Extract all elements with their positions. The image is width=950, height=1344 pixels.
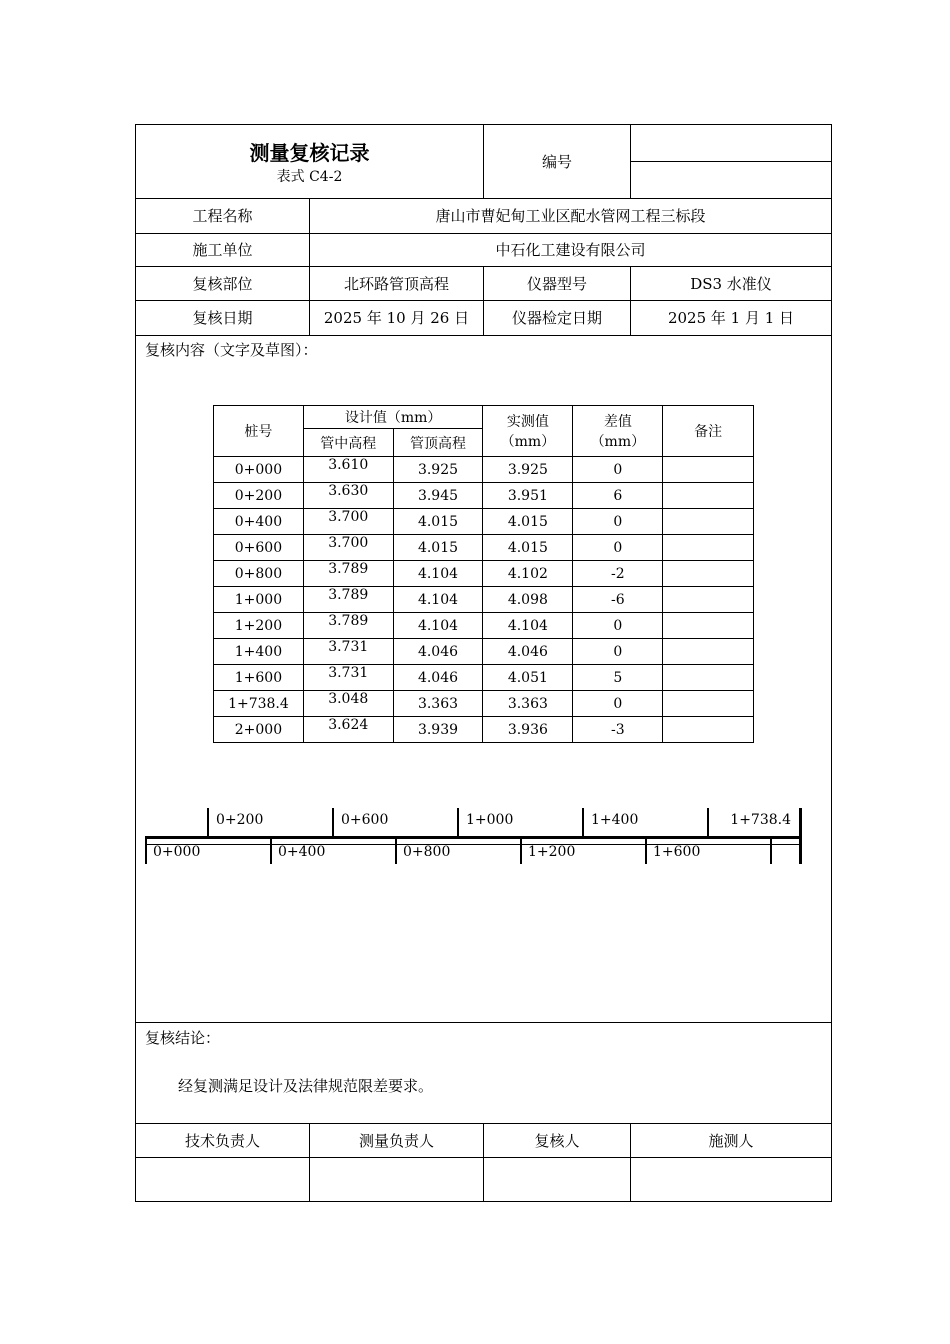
station-cell: 0+600 [214,535,304,561]
sketch-tick [332,808,334,839]
diff-header: 差值（mm） [573,406,663,457]
diff-cell: 0 [573,639,663,665]
station-cell: 0+400 [214,509,304,535]
pipe-center-cell: 3.048 [303,691,393,717]
measured-cell: 3.363 [483,691,573,717]
measured-cell: 3.936 [483,717,573,743]
sketch-tick [645,836,647,864]
content-label: 复核内容（文字及草图）： [145,341,318,359]
pipe-center-cell: 3.624 [303,717,393,743]
calib-label: 仪器检定日期 [511,309,602,327]
remark-cell [663,691,754,717]
diff-cell: -3 [573,717,663,743]
table-row [214,691,754,717]
table-row [214,535,754,561]
pipe-top-cell: 3.945 [393,483,483,509]
station-header: 桩号 [214,406,304,457]
page-title: 测量复核记录 [249,141,370,165]
pipe-center-cell: 3.630 [303,483,393,509]
table-row [214,613,754,639]
number-label: 编号 [541,152,572,171]
pipe-center-cell: 3.731 [303,665,393,691]
number-field-1[interactable] [631,125,831,161]
pipe-top-cell: 4.104 [393,587,483,613]
date-label: 复核日期 [192,309,253,327]
table-row [214,639,754,665]
instrument-value: DS3 水准仪 [690,274,772,293]
measured-cell: 3.951 [483,483,573,509]
sketch-tick [145,836,147,864]
station-cell: 1+000 [214,587,304,613]
sketch-bottom-label: 0+400 [278,844,326,860]
h-line [135,1022,832,1023]
diff-cell: -2 [573,561,663,587]
checker-label: 复核人 [534,1131,580,1150]
pipe-center-cell: 3.789 [303,561,393,587]
sketch-tick [770,836,772,864]
sketch-axis [145,836,801,839]
sketch-tick [520,836,522,864]
remark-header: 备注 [663,406,754,457]
instrument-label: 仪器型号 [526,274,587,293]
pipe-center-cell: 3.700 [303,535,393,561]
sketch-tick [582,808,584,839]
diff-cell: 0 [573,535,663,561]
survey-lead-signature[interactable] [310,1158,483,1201]
operator-label: 施测人 [708,1131,754,1150]
conclusion-label: 复核结论： [145,1029,221,1047]
sketch-top-label: 0+600 [341,812,389,828]
diff-cell: -6 [573,587,663,613]
remark-cell [663,665,754,691]
diff-cell: 6 [573,483,663,509]
pipe-top-cell: 4.015 [393,509,483,535]
remark-cell [663,639,754,665]
sketch-bottom-label: 0+800 [403,844,451,860]
number-field-2[interactable] [631,162,831,198]
remark-cell [663,613,754,639]
diff-cell: 0 [573,613,663,639]
tech-lead-signature[interactable] [136,1158,309,1201]
design-header: 设计值（mm） [303,406,483,429]
measured-cell: 3.925 [483,457,573,483]
table-row [214,587,754,613]
project-label: 工程名称 [192,207,253,225]
pipe-center-cell: 3.789 [303,613,393,639]
date-value: 2025 年 10 月 26 日 [323,309,470,327]
pipe-center-cell: 3.731 [303,639,393,665]
station-cell: 1+600 [214,665,304,691]
pipe-center-cell: 3.700 [303,509,393,535]
diff-cell: 0 [573,509,663,535]
sketch-bottom-label: 0+000 [153,844,201,860]
sketch-top-label: 1+000 [466,812,514,828]
conclusion-text: 经复测满足设计及法律规范限差要求。 [178,1077,434,1095]
unit-label: 施工单位 [192,241,253,259]
pipe-center-header: 管中高程 [303,429,393,457]
diff-cell: 5 [573,665,663,691]
table-row [214,561,754,587]
sketch-tick [270,836,272,864]
pipe-top-cell: 4.046 [393,665,483,691]
remark-cell [663,483,754,509]
measured-cell: 4.098 [483,587,573,613]
remark-cell [663,561,754,587]
title-block [136,125,483,198]
diff-cell: 0 [573,691,663,717]
station-cell: 0+800 [214,561,304,587]
table-row [214,483,754,509]
pipe-top-cell: 4.104 [393,613,483,639]
form-code: 表式 C4-2 [276,169,343,185]
pipe-top-cell: 4.046 [393,639,483,665]
pipe-top-cell: 4.015 [393,535,483,561]
pipe-top-header: 管顶高程 [393,429,483,457]
pipe-top-cell: 3.925 [393,457,483,483]
operator-signature[interactable] [631,1158,831,1201]
pipe-top-cell: 3.939 [393,717,483,743]
remark-cell [663,509,754,535]
station-cell: 1+400 [214,639,304,665]
sketch-top-label: 0+200 [216,812,264,828]
measured-cell: 4.051 [483,665,573,691]
pipe-center-cell: 3.789 [303,587,393,613]
remark-cell [663,717,754,743]
location-value: 北环路管顶高程 [343,274,449,293]
pipe-top-cell: 3.363 [393,691,483,717]
sketch-top-label: 1+400 [591,812,639,828]
elevation-table [213,405,754,743]
remark-cell [663,457,754,483]
measured-cell: 4.015 [483,535,573,561]
h-line [135,335,832,336]
sketch-bottom-label: 1+200 [528,844,576,860]
sketch-tick [395,836,397,864]
station-cell: 0+200 [214,483,304,509]
station-cell: 1+738.4 [214,691,304,717]
table-row [214,665,754,691]
sketch-bottom-label: 1+600 [653,844,701,860]
survey-lead-label: 测量负责人 [358,1131,434,1150]
calib-value: 2025 年 1 月 1 日 [667,309,795,327]
remark-cell [663,535,754,561]
location-label: 复核部位 [192,274,253,293]
remark-cell [663,587,754,613]
unit-value: 中石化工建设有限公司 [495,241,646,259]
sketch-tick [207,808,209,839]
sketch-top-label: 1+738.4 [730,812,791,828]
measured-cell: 4.015 [483,509,573,535]
pipe-top-cell: 4.104 [393,561,483,587]
measured-cell: 4.046 [483,639,573,665]
station-sketch [145,808,801,866]
diff-cell: 0 [573,457,663,483]
tech-lead-label: 技术负责人 [184,1131,260,1150]
measured-cell: 4.104 [483,613,573,639]
table-row [214,457,754,483]
table-row [214,509,754,535]
station-cell: 0+000 [214,457,304,483]
checker-signature[interactable] [484,1158,630,1201]
station-cell: 1+200 [214,613,304,639]
sketch-tick [799,808,802,864]
measured-header: 实测值（mm） [483,406,573,457]
pipe-center-cell: 3.610 [303,457,393,483]
station-cell: 2+000 [214,717,304,743]
project-value: 唐山市曹妃甸工业区配水管网工程三标段 [435,207,706,225]
measured-cell: 4.102 [483,561,573,587]
sketch-bottom-line [145,844,801,845]
table-row [214,717,754,743]
sketch-tick [707,808,709,839]
sketch-tick [457,808,459,839]
